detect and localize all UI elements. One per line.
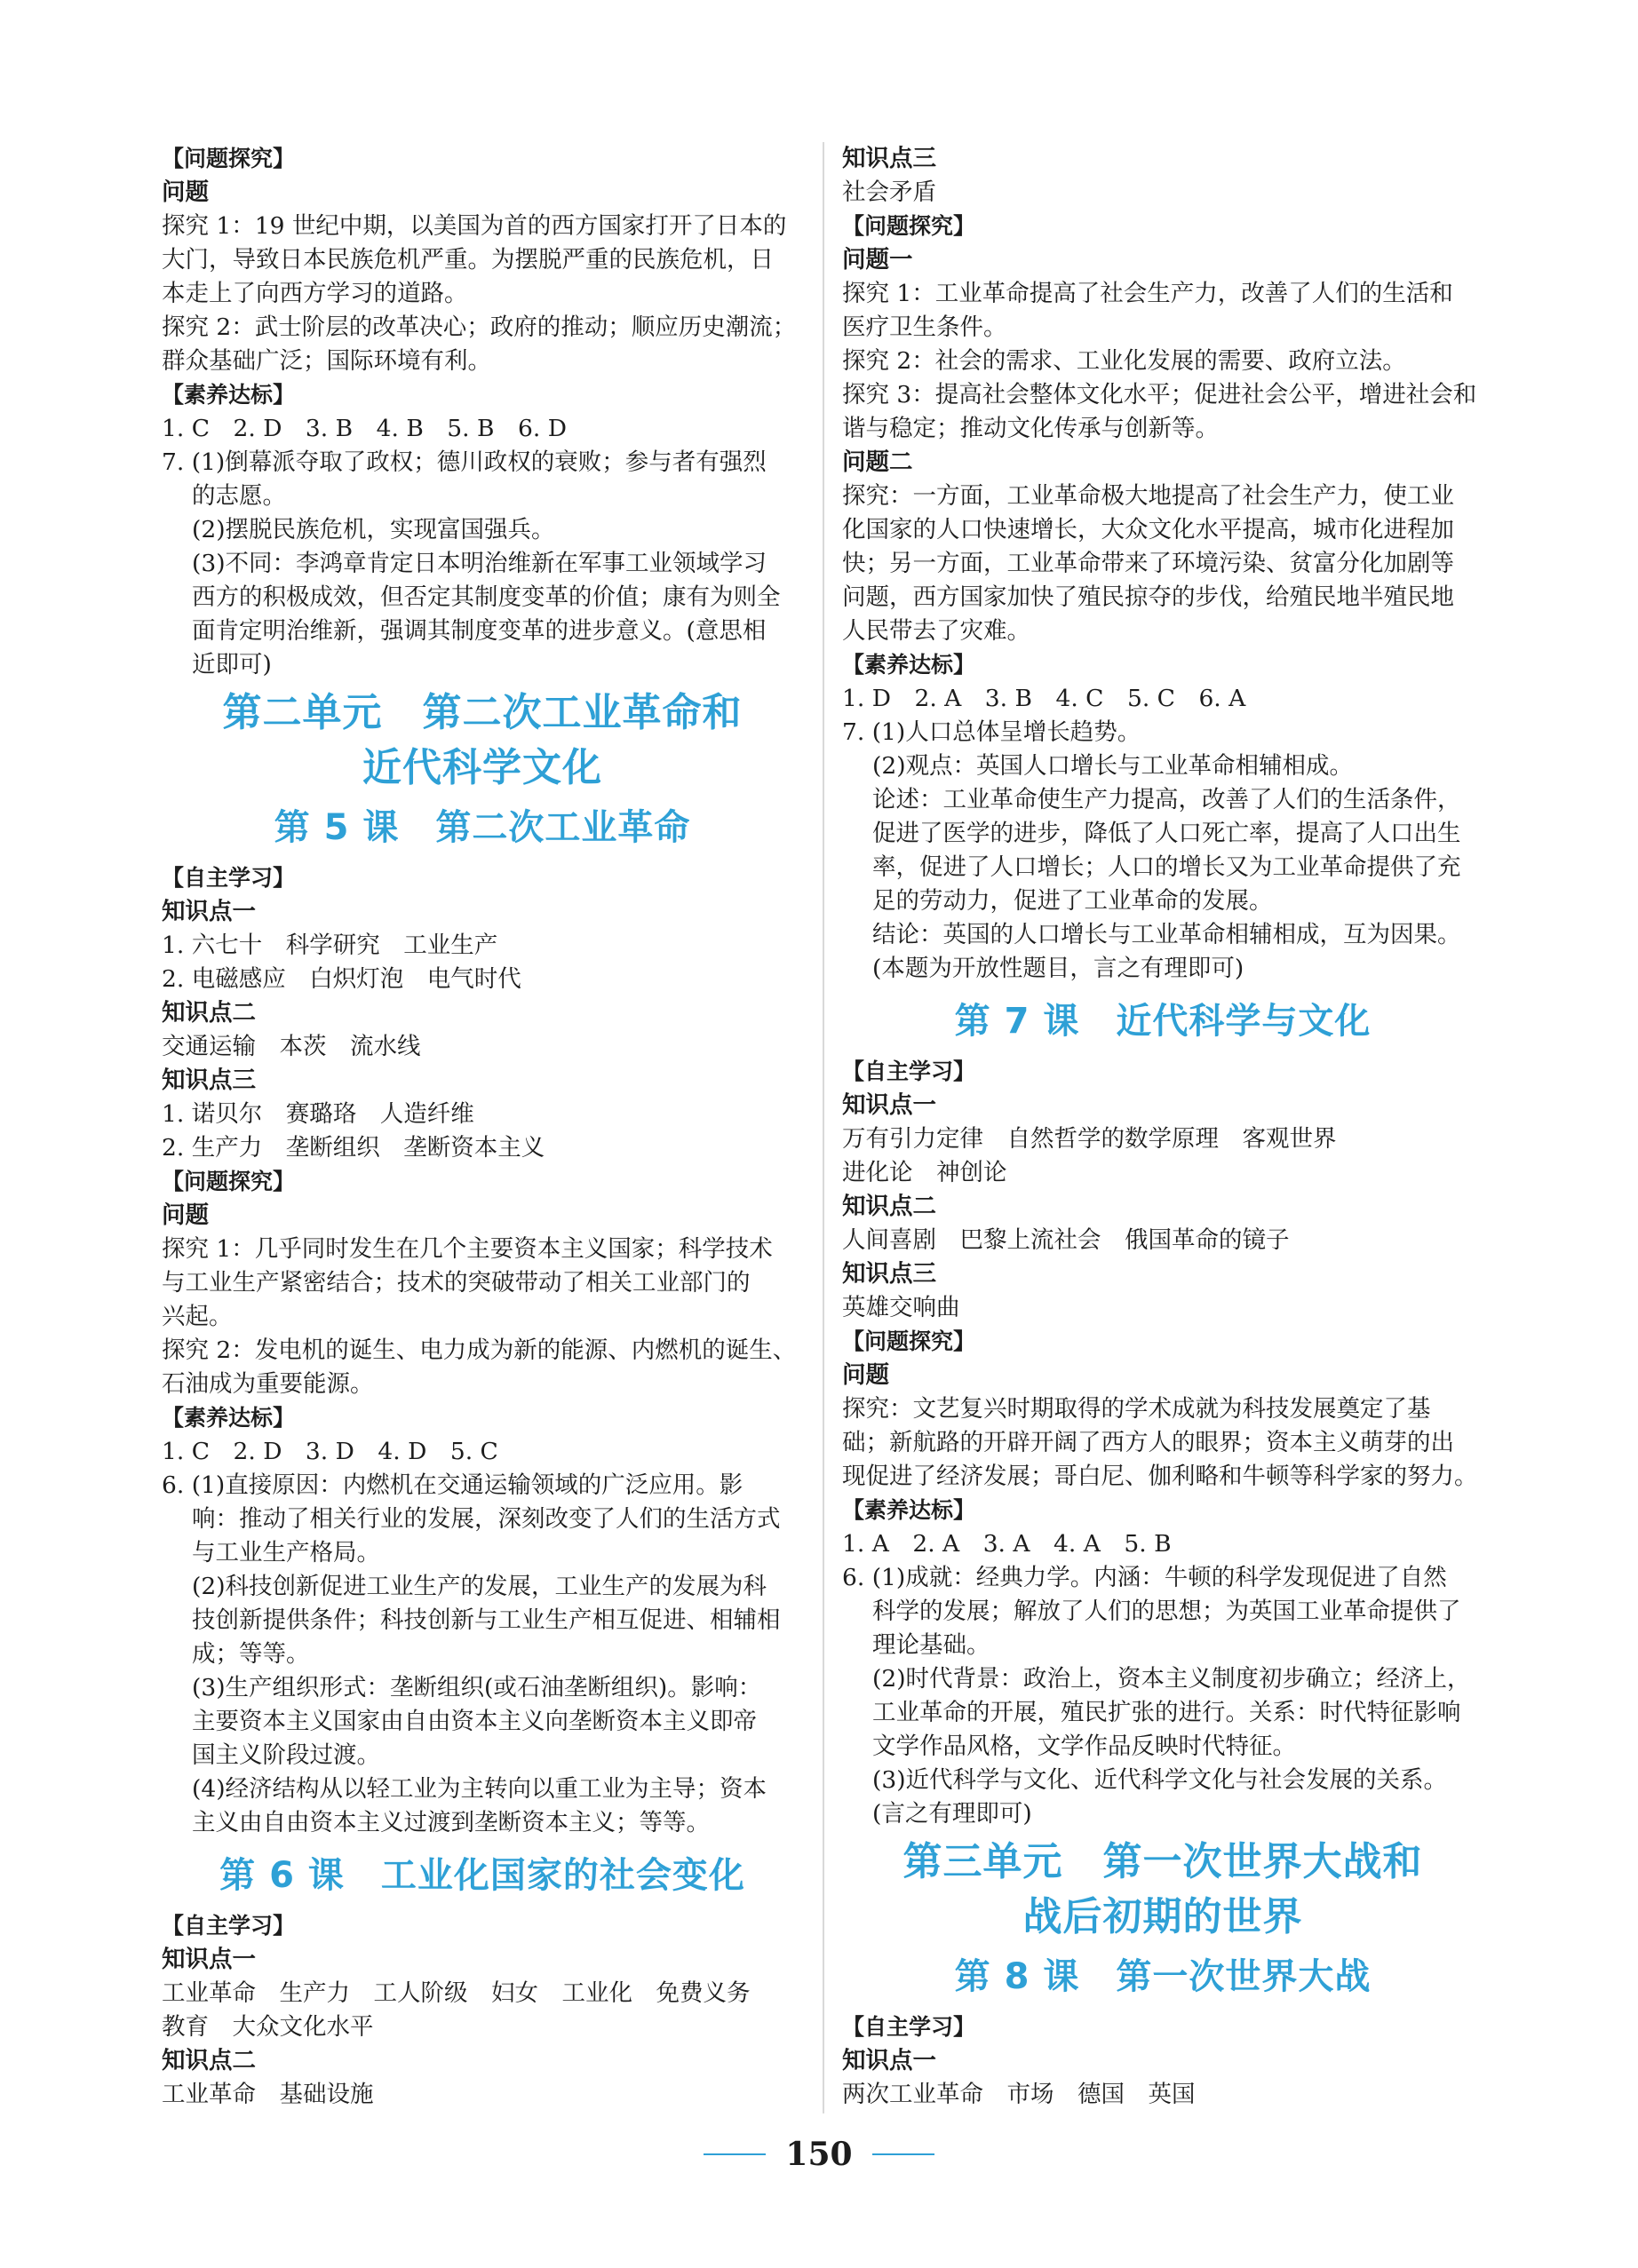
text-line: 成；等等。: [192, 1640, 310, 1668]
text-line: 与工业生产紧密结合；技术的突破带动了相关工业部门的: [162, 1269, 751, 1297]
section-label: 【问题探究】: [842, 213, 976, 239]
text-line: 2. 电磁感应 白炽灯泡 电气时代: [162, 965, 521, 993]
subsection-label: 问题: [162, 1201, 209, 1229]
text-line: 兴起。: [162, 1303, 233, 1330]
text-line: 1. D 2. A 3. B 4. C 5. C 6. A: [842, 685, 1246, 712]
text-line: 6. (1)直接原因：内燃机在交通运输领域的广泛应用。影: [162, 1471, 743, 1499]
text-line: 工业革命 生产力 工人阶级 妇女 工业化 免费义务: [162, 1979, 751, 2007]
text-line: 群众基础广泛；国际环境有利。: [162, 347, 491, 375]
text-line: 人间喜剧 巴黎上流社会 俄国革命的镜子: [842, 1226, 1290, 1254]
text-line: 英雄交响曲: [842, 1294, 960, 1321]
text-line: 1. C 2. D 3. B 4. B 5. B 6. D: [162, 415, 567, 442]
subsection-label: 知识点二: [162, 2047, 256, 2074]
text-line: 论述：工业革命使生产力提高，改善了人们的生活条件，: [872, 786, 1461, 813]
section-label: 【素养达标】: [162, 1405, 296, 1431]
subsection-label: 问题: [842, 1361, 889, 1389]
subsection-label: 知识点一: [162, 1946, 256, 1973]
column-divider: [823, 142, 824, 2113]
subsection-label: 知识点一: [842, 2047, 936, 2074]
text-line: 国主义阶段过渡。: [192, 1741, 380, 1769]
text-line: 与工业生产格局。: [192, 1539, 380, 1566]
text-line: 探究 3：提高社会整体文化水平；促进社会公平，增进社会和: [842, 381, 1477, 408]
unit-heading: 第三单元 第一次世界大战和: [902, 1839, 1423, 1884]
right-column: [842, 142, 1483, 2112]
text-line: 足的劳动力，促进了工业革命的发展。: [872, 887, 1273, 915]
text-line: 面肯定明治维新，强调其制度变革的进步意义。(意思相: [192, 617, 767, 645]
text-line: 1. A 2. A 3. A 4. A 5. B: [842, 1530, 1172, 1558]
text-line: 化国家的人口快速增长，大众文化水平提高，城市化进程加: [842, 516, 1454, 543]
text-line: (2)摆脱民族危机，实现富国强兵。: [192, 516, 555, 543]
text-line: (2)科技创新促进工业生产的发展，工业生产的发展为科: [192, 1573, 767, 1600]
page-footer: [0, 2136, 1638, 2173]
text-line: 西方的积极成效，但否定其制度变革的价值；康有为则全: [192, 583, 781, 611]
text-line: 探究：一方面，工业革命极大地提高了社会生产力，使工业: [842, 482, 1454, 510]
subsection-label: 问题: [162, 178, 209, 206]
text-line: (4)经济结构从以轻工业为主转向以重工业为主导；资本: [192, 1775, 767, 1803]
text-line: 社会矛盾: [842, 178, 936, 206]
text-line: 探究 2：武士阶层的改革决心；政府的推动；顺应历史潮流；: [162, 313, 797, 341]
text-line: 本走上了向西方学习的道路。: [162, 280, 468, 307]
text-line: 响：推动了相关行业的发展，深刻改变了人们的生活方式: [192, 1505, 781, 1533]
text-line: 1. C 2. D 3. D 4. D 5. C: [162, 1438, 498, 1465]
text-line: 谐与稳定；推动文化传承与创新等。: [842, 415, 1219, 442]
text-line: 结论：英国的人口增长与工业革命相辅相成，互为因果。: [872, 921, 1461, 948]
lesson-heading: 第 7 课 近代科学与文化: [954, 1001, 1372, 1042]
text-line: 快；另一方面，工业革命带来了环境污染、贫富分化加剧等: [842, 550, 1454, 577]
text-line: 两次工业革命 市场 德国 英国: [842, 2081, 1196, 2108]
lesson-heading: 第 8 课 第一次世界大战: [954, 1956, 1372, 1997]
text-line: 问题，西方国家加快了殖民掠夺的步伐，给殖民地半殖民地: [842, 583, 1454, 611]
footer-rule-right: [872, 2153, 934, 2155]
section-label: 【问题探究】: [162, 146, 296, 171]
text-line: 探究 1：几乎同时发生在几个主要资本主义国家；科学技术: [162, 1235, 773, 1263]
section-label: 【问题探究】: [842, 1328, 976, 1354]
text-line: 工业革命的开展，殖民扩张的进行。关系：时代特征影响: [872, 1699, 1461, 1726]
unit-heading: 第二单元 第二次工业革命和: [222, 690, 743, 735]
text-line: (3)不同：李鸿章肯定日本明治维新在军事工业领域学习: [192, 550, 767, 577]
text-line: (2)时代背景：政治上，资本主义制度初步确立；经济上，: [872, 1665, 1471, 1693]
text-line: 2. 生产力 垄断组织 垄断资本主义: [162, 1134, 545, 1162]
text-line: (3)生产组织形式：垄断组织(或石油垄断组织)。影响：: [192, 1674, 762, 1701]
text-line: 础；新航路的开辟开阔了西方人的眼界；资本主义萌芽的出: [842, 1429, 1454, 1456]
page-number: 150: [785, 2136, 853, 2173]
section-label: 【自主学习】: [842, 1059, 976, 1084]
section-label: 【素养达标】: [162, 382, 296, 408]
lesson-heading: 第 5 课 第二次工业革命: [274, 807, 691, 848]
subsection-label: 知识点三: [842, 145, 936, 172]
text-line: 石油成为重要能源。: [162, 1370, 374, 1398]
subsection-label: 知识点三: [842, 1260, 936, 1288]
text-line: 7. (1)倒幕派夺取了政权；德川政权的衰败；参与者有强烈: [162, 448, 767, 476]
text-line: 探究 2：社会的需求、工业化发展的需要、政府立法。: [842, 347, 1406, 375]
text-line: 人民带去了灾难。: [842, 617, 1030, 645]
subsection-label: 问题二: [842, 448, 913, 476]
unit-heading: 战后初期的世界: [1022, 1894, 1303, 1939]
text-line: (3)近代科学与文化、近代科学文化与社会发展的关系。: [872, 1766, 1448, 1794]
text-line: 1. 诺贝尔 赛璐珞 人造纤维: [162, 1100, 474, 1128]
text-line: 工业革命 基础设施: [162, 2081, 374, 2108]
text-line: 进化论 神创论: [842, 1159, 1007, 1186]
text-line: 万有引力定律 自然哲学的数学原理 客观世界: [842, 1125, 1337, 1153]
section-label: 【问题探究】: [162, 1169, 296, 1194]
text-line: 现促进了经济发展；哥白尼、伽利略和牛顿等科学家的努力。: [842, 1463, 1478, 1490]
text-line: 技创新提供条件；科技创新与工业生产相互促进、相辅相: [192, 1606, 781, 1634]
text-line: 科学的发展；解放了人们的思想；为英国工业革命提供了: [872, 1598, 1461, 1625]
left-column: [162, 142, 803, 2112]
section-label: 【素养达标】: [842, 1497, 976, 1523]
text-line: 大门，导致日本民族危机严重。为摆脱严重的民族危机，日: [162, 246, 774, 274]
text-line: (本题为开放性题目，言之有理即可): [872, 955, 1244, 982]
text-line: 理论基础。: [872, 1631, 990, 1659]
text-line: 近即可): [192, 651, 272, 678]
section-label: 【自主学习】: [162, 1913, 296, 1939]
text-line: 主义由自由资本主义过渡到垄断资本主义；等等。: [192, 1809, 710, 1836]
text-line: 医疗卫生条件。: [842, 313, 1007, 341]
subsection-label: 知识点二: [842, 1193, 936, 1220]
text-line: 探究 2：发电机的诞生、电力成为新的能源、内燃机的诞生、: [162, 1336, 797, 1364]
footer-rule-left: [704, 2153, 766, 2155]
text-line: 促进了医学的进步，降低了人口死亡率，提高了人口出生: [872, 820, 1461, 847]
subsection-label: 问题一: [842, 246, 913, 274]
text-line: (言之有理即可): [872, 1800, 1032, 1828]
text-line: 7. (1)人口总体呈增长趋势。: [842, 718, 1141, 746]
text-line: 主要资本主义国家由自由资本主义向垄断资本主义即帝: [192, 1708, 757, 1735]
subsection-label: 知识点二: [162, 999, 256, 1027]
text-line: 的志愿。: [192, 482, 286, 510]
text-line: 交通运输 本茨 流水线: [162, 1033, 421, 1060]
section-label: 【自主学习】: [842, 2014, 976, 2040]
subsection-label: 知识点一: [842, 1091, 936, 1119]
section-label: 【素养达标】: [842, 652, 976, 678]
text-line: 探究 1：19 世纪中期，以美国为首的西方国家打开了日本的: [162, 212, 787, 240]
text-line: 1. 六七十 科学研究 工业生产: [162, 932, 498, 959]
subsection-label: 知识点三: [162, 1067, 256, 1094]
subsection-label: 知识点一: [162, 898, 256, 925]
section-label: 【自主学习】: [162, 865, 296, 891]
text-line: 率，促进了人口增长；人口的增长又为工业革命提供了充: [872, 853, 1461, 881]
text-line: 教育 大众文化水平: [162, 2013, 374, 2041]
text-line: 探究：文艺复兴时期取得的学术成就为科技发展奠定了基: [842, 1395, 1431, 1423]
lesson-heading: 第 6 课 工业化国家的社会变化: [219, 1855, 745, 1896]
text-line: (2)观点：英国人口增长与工业革命相辅相成。: [872, 752, 1354, 780]
text-line: 6. (1)成就：经典力学。内涵：牛顿的科学发现促进了自然: [842, 1564, 1447, 1591]
text-line: 探究 1：工业革命提高了社会生产力，改善了人们的生活和: [842, 280, 1453, 307]
unit-heading: 近代科学文化: [362, 745, 602, 790]
text-line: 文学作品风格，文学作品反映时代特征。: [872, 1733, 1296, 1760]
